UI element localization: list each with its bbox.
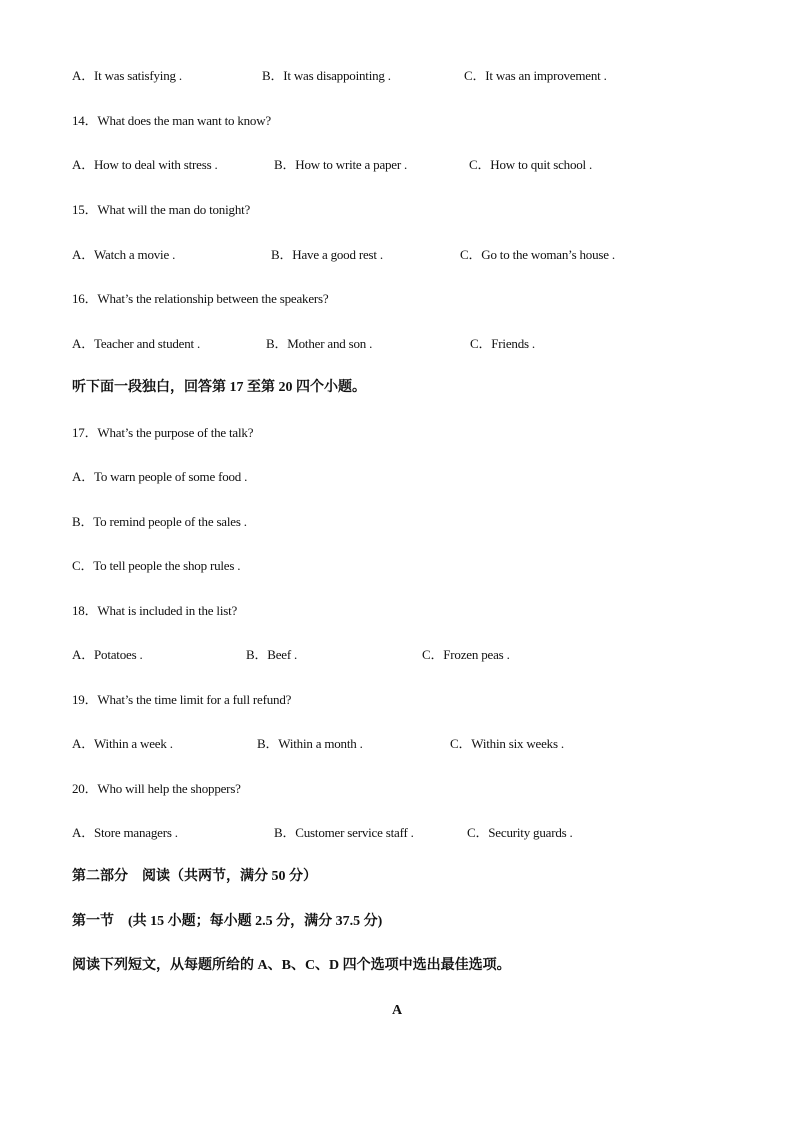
question-20: 20．Who will help the shoppers? (72, 781, 241, 796)
option-a: A．Store managers . (72, 825, 178, 840)
option-b: B．How to write a paper . (274, 157, 408, 172)
option-c: C．How to quit school . (469, 157, 593, 172)
part-two-heading: 第二部分 阅读（共两节，满分 50 分） (72, 869, 317, 884)
option-a: A．It was satisfying . (72, 68, 182, 83)
section-instruction: 听下面一段独白，回答第 17 至第 20 四个小题。 (72, 380, 366, 395)
option-c: C．Frozen peas . (422, 647, 510, 662)
option-c: C．Within six weeks . (450, 736, 564, 751)
question-16: 16．What’s the relationship between the speakers? (72, 291, 329, 306)
question-17: 17．What’s the purpose of the talk? (72, 425, 254, 440)
section-one-heading: 第一节 (共 15 小题；每小题 2.5 分，满分 37.5 分) (72, 914, 383, 929)
option-b: B．Beef . (246, 647, 298, 662)
question-15: 15．What will the man do tonight? (72, 202, 251, 217)
option-a: A．How to deal with stress . (72, 157, 218, 172)
option-c: C．To tell people the shop rules . (72, 558, 241, 573)
question-14: 14．What does the man want to know? (72, 113, 271, 128)
option-a: A．Teacher and student . (72, 336, 201, 351)
option-c: C．Go to the woman’s house . (460, 247, 615, 262)
option-b: B．It was disappointing . (262, 68, 391, 83)
question-18: 18．What is included in the list? (72, 603, 238, 618)
option-c: C．Security guards . (467, 825, 573, 840)
option-c: C．It was an improvement . (464, 68, 607, 83)
option-a: A．Within a week . (72, 736, 173, 751)
option-b: B．Within a month . (257, 736, 363, 751)
option-b: B．Customer service staff . (274, 825, 414, 840)
option-a: A．Watch a movie . (72, 247, 176, 262)
option-b: B．Have a good rest . (271, 247, 383, 262)
option-b: B．To remind people of the sales . (72, 514, 247, 529)
option-a: A．Potatoes . (72, 647, 143, 662)
option-c: C．Friends . (470, 336, 535, 351)
option-b: B．Mother and son . (266, 336, 373, 351)
question-19: 19．What’s the time limit for a full refund? (72, 692, 292, 707)
option-a: A．To warn people of some food . (72, 469, 248, 484)
reading-instruction: 阅读下列短文，从每题所给的 A、B、C、D 四个选项中选出最佳选项。 (72, 958, 511, 973)
passage-label: A (391, 1003, 403, 1018)
